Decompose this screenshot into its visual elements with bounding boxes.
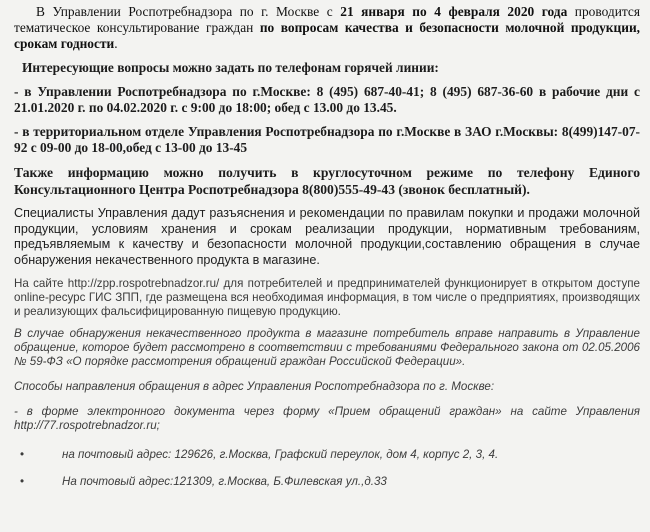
address-list-item bbox=[14, 475, 640, 488]
method-electronic: - в форме электронного документа через форму «Прием обращений граждан» на сайте Управления http://77.rospotrebnadzor.ru; bbox=[14, 405, 640, 432]
specialists-paragraph: Специалисты Управления дадут разъяснения и рекомендации по правилам покупки и продажи молочной продукции, условиям хранения и срокам реализации продукции, нормативным требованиям, предъявляемым к качеству и безопасности молочной продукции,составлению обращения в случае обнаружения некачественного продукта в магазине. bbox=[14, 206, 640, 267]
complaint-info-paragraph: В случае обнаружения некачественного продукта в магазине потребитель вправе направить в Управление обращение, которое будет рассмотрено в соответствии с требованиями Федерального закона от 02.05.2006 № 59-ФЗ «О порядке рассмотрения обращений граждан Российской Федерации». bbox=[14, 327, 640, 368]
bullet-icon: • bbox=[20, 475, 25, 488]
site-info-paragraph: На сайте http://zpp.rospotrebnadzor.ru/ для потребителей и предпринимателей функционирует в открытом доступе online-ресурс ГИС ЗПП, где размещена вся необходимая информация, в том числе о предприятиях, производящих и реализующих фальсифицированную пищевую продукцию. bbox=[14, 277, 640, 318]
consultation-dates: 21 января по 4 февраля 2020 года bbox=[340, 4, 568, 19]
hotline-zao: - в территориальном отделе Управления Роспотребнадзора по г.Москве в ЗАО г.Москвы: 8(499)147-07-92 с 09-00 до 18-00,обед с 13-00 до 13-45 bbox=[14, 124, 640, 155]
intro-text-3: . bbox=[114, 36, 118, 51]
intro-text-1: В Управлении Роспотребнадзора по г. Москве с bbox=[36, 4, 341, 19]
questions-heading: Интересующие вопросы можно задать по телефонам горячей линии: bbox=[22, 60, 439, 75]
hotline-moscow: - в Управлении Роспотребнадзора по г.Москве: 8 (495) 687-40-41; 8 (495) 687-36-60 в рабочие дни с 21.01.2020 г. по 04.02.2020 г. с 9:00 до 18:00; обед с 13.00 до 13.45. bbox=[14, 84, 640, 115]
address-list-item bbox=[14, 448, 640, 461]
also-info: Также информацию можно получить в круглосуточном режиме по телефону Единого Консультационного Центра Роспотребнадзора 8(800)555-49-43 (звонок бесплатный). bbox=[14, 165, 640, 197]
intro-text-2: проводится тематическое консультирование граждан bbox=[14, 4, 640, 35]
bullet-icon: • bbox=[20, 448, 25, 461]
consultation-topic: по вопросам качества и безопасности молочной продукции, срокам годности bbox=[14, 20, 641, 51]
address-text: На почтовый адрес:121309, г.Москва, Б.Филевская ул.,д.33 bbox=[62, 475, 387, 488]
address-text: на почтовый адрес: 129626, г.Москва, Графский переулок, дом 4, корпус 2, 3, 4. bbox=[62, 448, 499, 461]
intro-paragraph bbox=[14, 4, 640, 52]
methods-heading: Способы направления обращения в адрес Управления Роспотребнадзора по г. Москве: bbox=[14, 380, 495, 393]
